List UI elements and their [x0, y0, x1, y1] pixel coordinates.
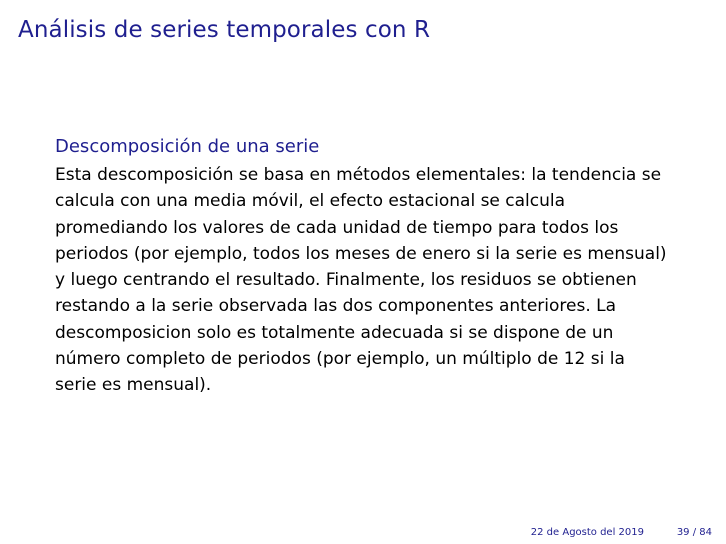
body-line: serie es mensual). — [55, 375, 212, 396]
body-line: calcula con una media móvil, el efecto estacional se calcula — [55, 191, 566, 212]
body-line: promediando los valores de cada unidad de tiempo para todos los — [55, 217, 619, 238]
body-line: restando a la serie observada las dos componentes anteriores. La — [55, 296, 617, 317]
body-line: número completo de periodos (por ejemplo, un múltiplo de 12 si la — [55, 349, 625, 370]
slide-footer — [0, 524, 726, 544]
block-body — [55, 162, 705, 399]
slide-title: Análisis de series temporales con R — [18, 17, 431, 43]
body-line: y luego centrando el resultado. Finalmente, los residuos se obtienen — [55, 270, 637, 291]
block-title: Descomposición de una serie — [55, 136, 320, 157]
content-block — [55, 134, 705, 399]
page-number: 39 / 84 — [676, 527, 712, 538]
footer-date: 22 de Agosto del 2019 — [530, 527, 644, 538]
body-line: Esta descomposición se basa en métodos elementales: la tendencia se — [55, 165, 662, 185]
body-line: descomposicion solo es totalmente adecuada si se dispone de un — [55, 322, 614, 343]
body-line: periodos (por ejemplo, todos los meses de enero si la serie es mensual) — [55, 243, 667, 264]
